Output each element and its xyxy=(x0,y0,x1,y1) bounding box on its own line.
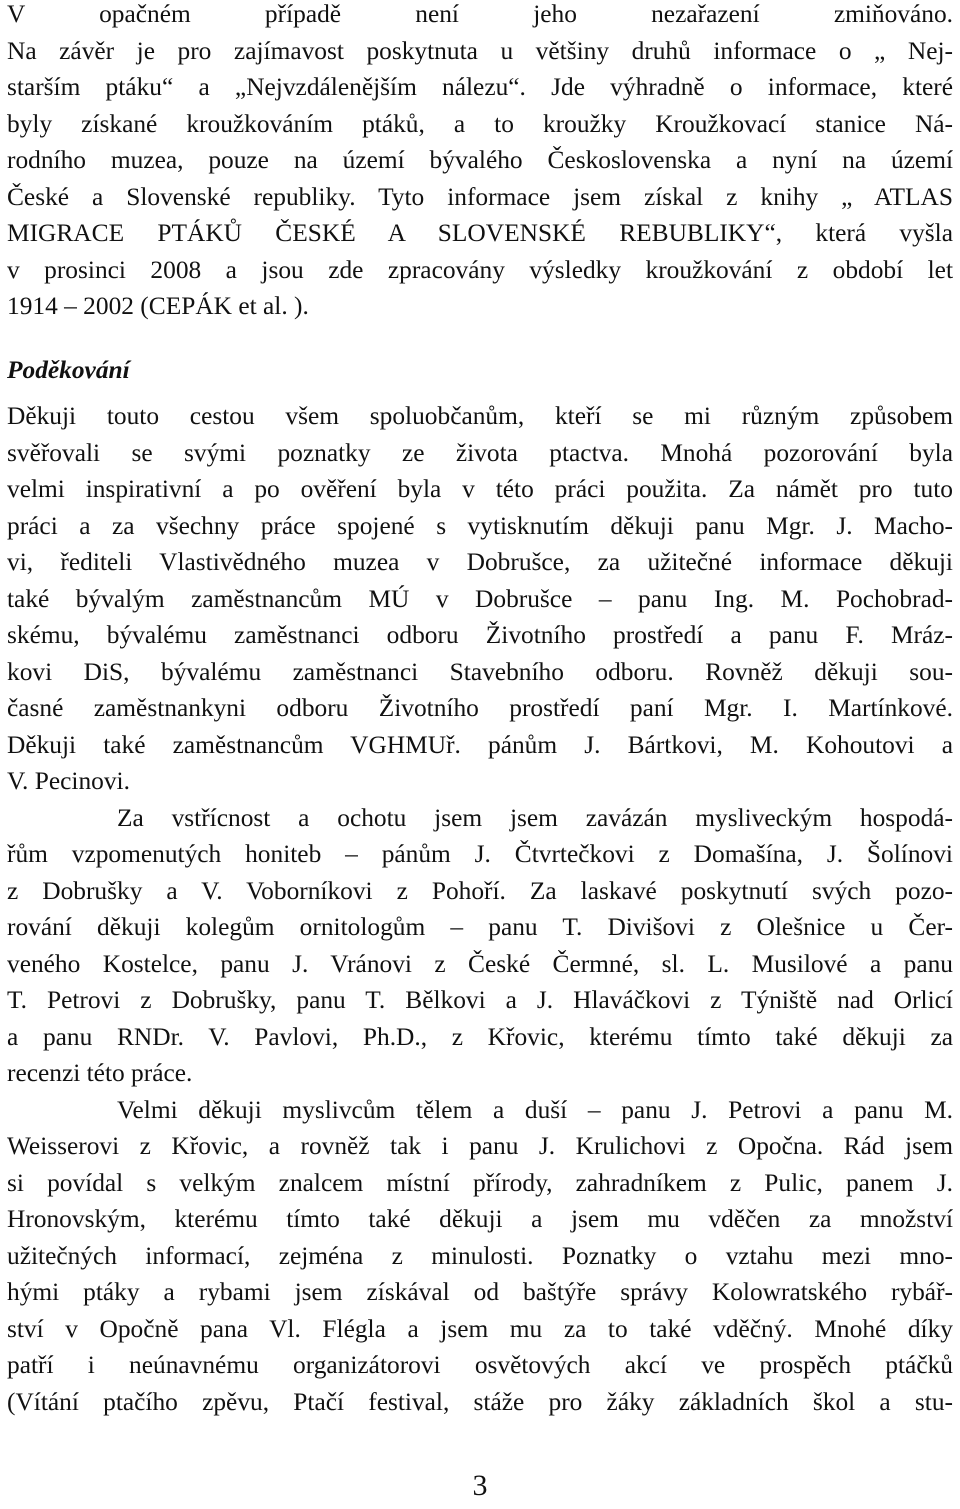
text-line: kovi DiS, bývalému zaměstnanci Stavebního odboru. Rovněž děkuji sou- xyxy=(7,657,953,686)
text-line: v prosinci 2008 a jsou zde zpracovány výsledky kroužkování z období let xyxy=(7,255,953,284)
text-line: byly získané kroužkováním ptáků, a to kroužky Kroužkovací stanice Ná- xyxy=(7,109,953,138)
section-heading: Poděkování xyxy=(7,356,130,384)
text-line: veného Kostelce, panu J. Vránovi z České Čermné, sl. L. Musilové a panu xyxy=(7,949,953,978)
text-line: V. Pecinovi. xyxy=(7,767,130,795)
text-line: Hronovským, kterému tímto také děkuji a jsem mu vděčen za množství xyxy=(7,1205,953,1233)
text-line: užitečných informací, zejména z minulosti. Poznatky o vztahu mezi mno- xyxy=(7,1241,953,1270)
text-line: Weisserovi z Křovic, a rovněž tak i panu J. Krulichovi z Opočna. Rád jsem xyxy=(7,1132,953,1160)
text-line: České a Slovenské republiky. Tyto informace jsem získal z knihy „ ATLAS xyxy=(7,182,953,211)
text-line: velmi inspirativní a po ověření byla v této práci použita. Za námět pro tuto xyxy=(7,475,953,503)
text-line: svěřovali se svými poznatky ze života ptactva. Mnohá pozorování byla xyxy=(7,438,953,467)
text-line: rodního muzea, pouze na území bývalého Československa a nyní na území xyxy=(7,146,953,174)
text-line: recenzi této práce. xyxy=(7,1059,193,1087)
text-line: rování děkuji kolegům ornitologům – panu T. Divišovi z Olešnice u Čer- xyxy=(7,913,953,941)
text-line: patří i neúnavnému organizátorovi osvětových akcí ve prospěch ptáčků xyxy=(7,1351,953,1379)
text-line: hými ptáky a rybami jsem získával od baštýře správy Kolowratského rybář- xyxy=(7,1278,953,1306)
text-line: z Dobrušky a V. Voborníkovi z Pohoří. Za laskavé poskytnutí svých pozo- xyxy=(7,876,953,905)
text-line: Děkuji také zaměstnancům VGHMUř. pánům J. Bártkovi, M. Kohoutovi a xyxy=(7,730,953,759)
text-line: 1914 – 2002 (CEPÁK et al. ). xyxy=(7,292,309,320)
page-number: 3 xyxy=(472,1469,488,1502)
text-line: Za vstřícnost a ochotu jsem jsem zavázán mysliveckým hospodá- xyxy=(117,803,953,832)
text-line: MIGRACE PTÁKŮ ČESKÉ A SLOVENSKÉ REBUBLIKY“, která vyšla xyxy=(7,219,953,247)
text-line: si povídal s velkým znalcem místní přírody, zahradníkem z Pulic, panem J. xyxy=(7,1168,953,1197)
text-line: časné zaměstnankyni odboru Životního prostředí paní Mgr. I. Martínkové. xyxy=(7,694,953,722)
text-line: Na závěr je pro zajímavost poskytnuta u většiny druhů informace o „ Nej- xyxy=(7,36,953,65)
text-line: řům vzpomenutých honiteb – pánům J. Čtvrtečkovi z Domašína, J. Šolínovi xyxy=(7,840,953,868)
text-line: také bývalým zaměstnancům MÚ v Dobrušce – panu Ing. M. Pochobrad- xyxy=(7,584,953,613)
text-line: ství v Opočně pana Vl. Flégla a jsem mu za to také vděčný. Mnohé díky xyxy=(7,1314,953,1343)
text-line: V opačném případě není jeho nezařazení zmiňováno. xyxy=(7,0,953,28)
text-line: Děkuji touto cestou všem spoluobčanům, kteří se mi různým způsobem xyxy=(7,402,953,430)
text-line: vi, řediteli Vlastivědného muzea v Dobrušce, za užitečné informace děkuji xyxy=(7,548,953,576)
text-line: práci a za všechny práce spojené s vytisknutím děkuji panu Mgr. J. Macho- xyxy=(7,511,953,540)
text-line: Velmi děkuji myslivcům tělem a duší – panu J. Petrovi a panu M. xyxy=(117,1095,953,1124)
text-line: a panu RNDr. V. Pavlovi, Ph.D., z Křovic, kterému tímto také děkuji za xyxy=(7,1022,953,1051)
text-line: skému, bývalému zaměstnanci odboru Životního prostředí a panu F. Mráz- xyxy=(7,621,953,649)
text-line: T. Petrovi z Dobrušky, panu T. Bělkovi a J. Hlaváčkovi z Týniště nad Orlicí xyxy=(7,986,953,1014)
text-line: starším ptáku“ a „Nejvzdálenějším nálezu“. Jde výhradně o informace, které xyxy=(7,73,953,101)
text-line: (Vítání ptačího zpěvu, Ptačí festival, stáže pro žáky základních škol a stu- xyxy=(7,1387,953,1416)
